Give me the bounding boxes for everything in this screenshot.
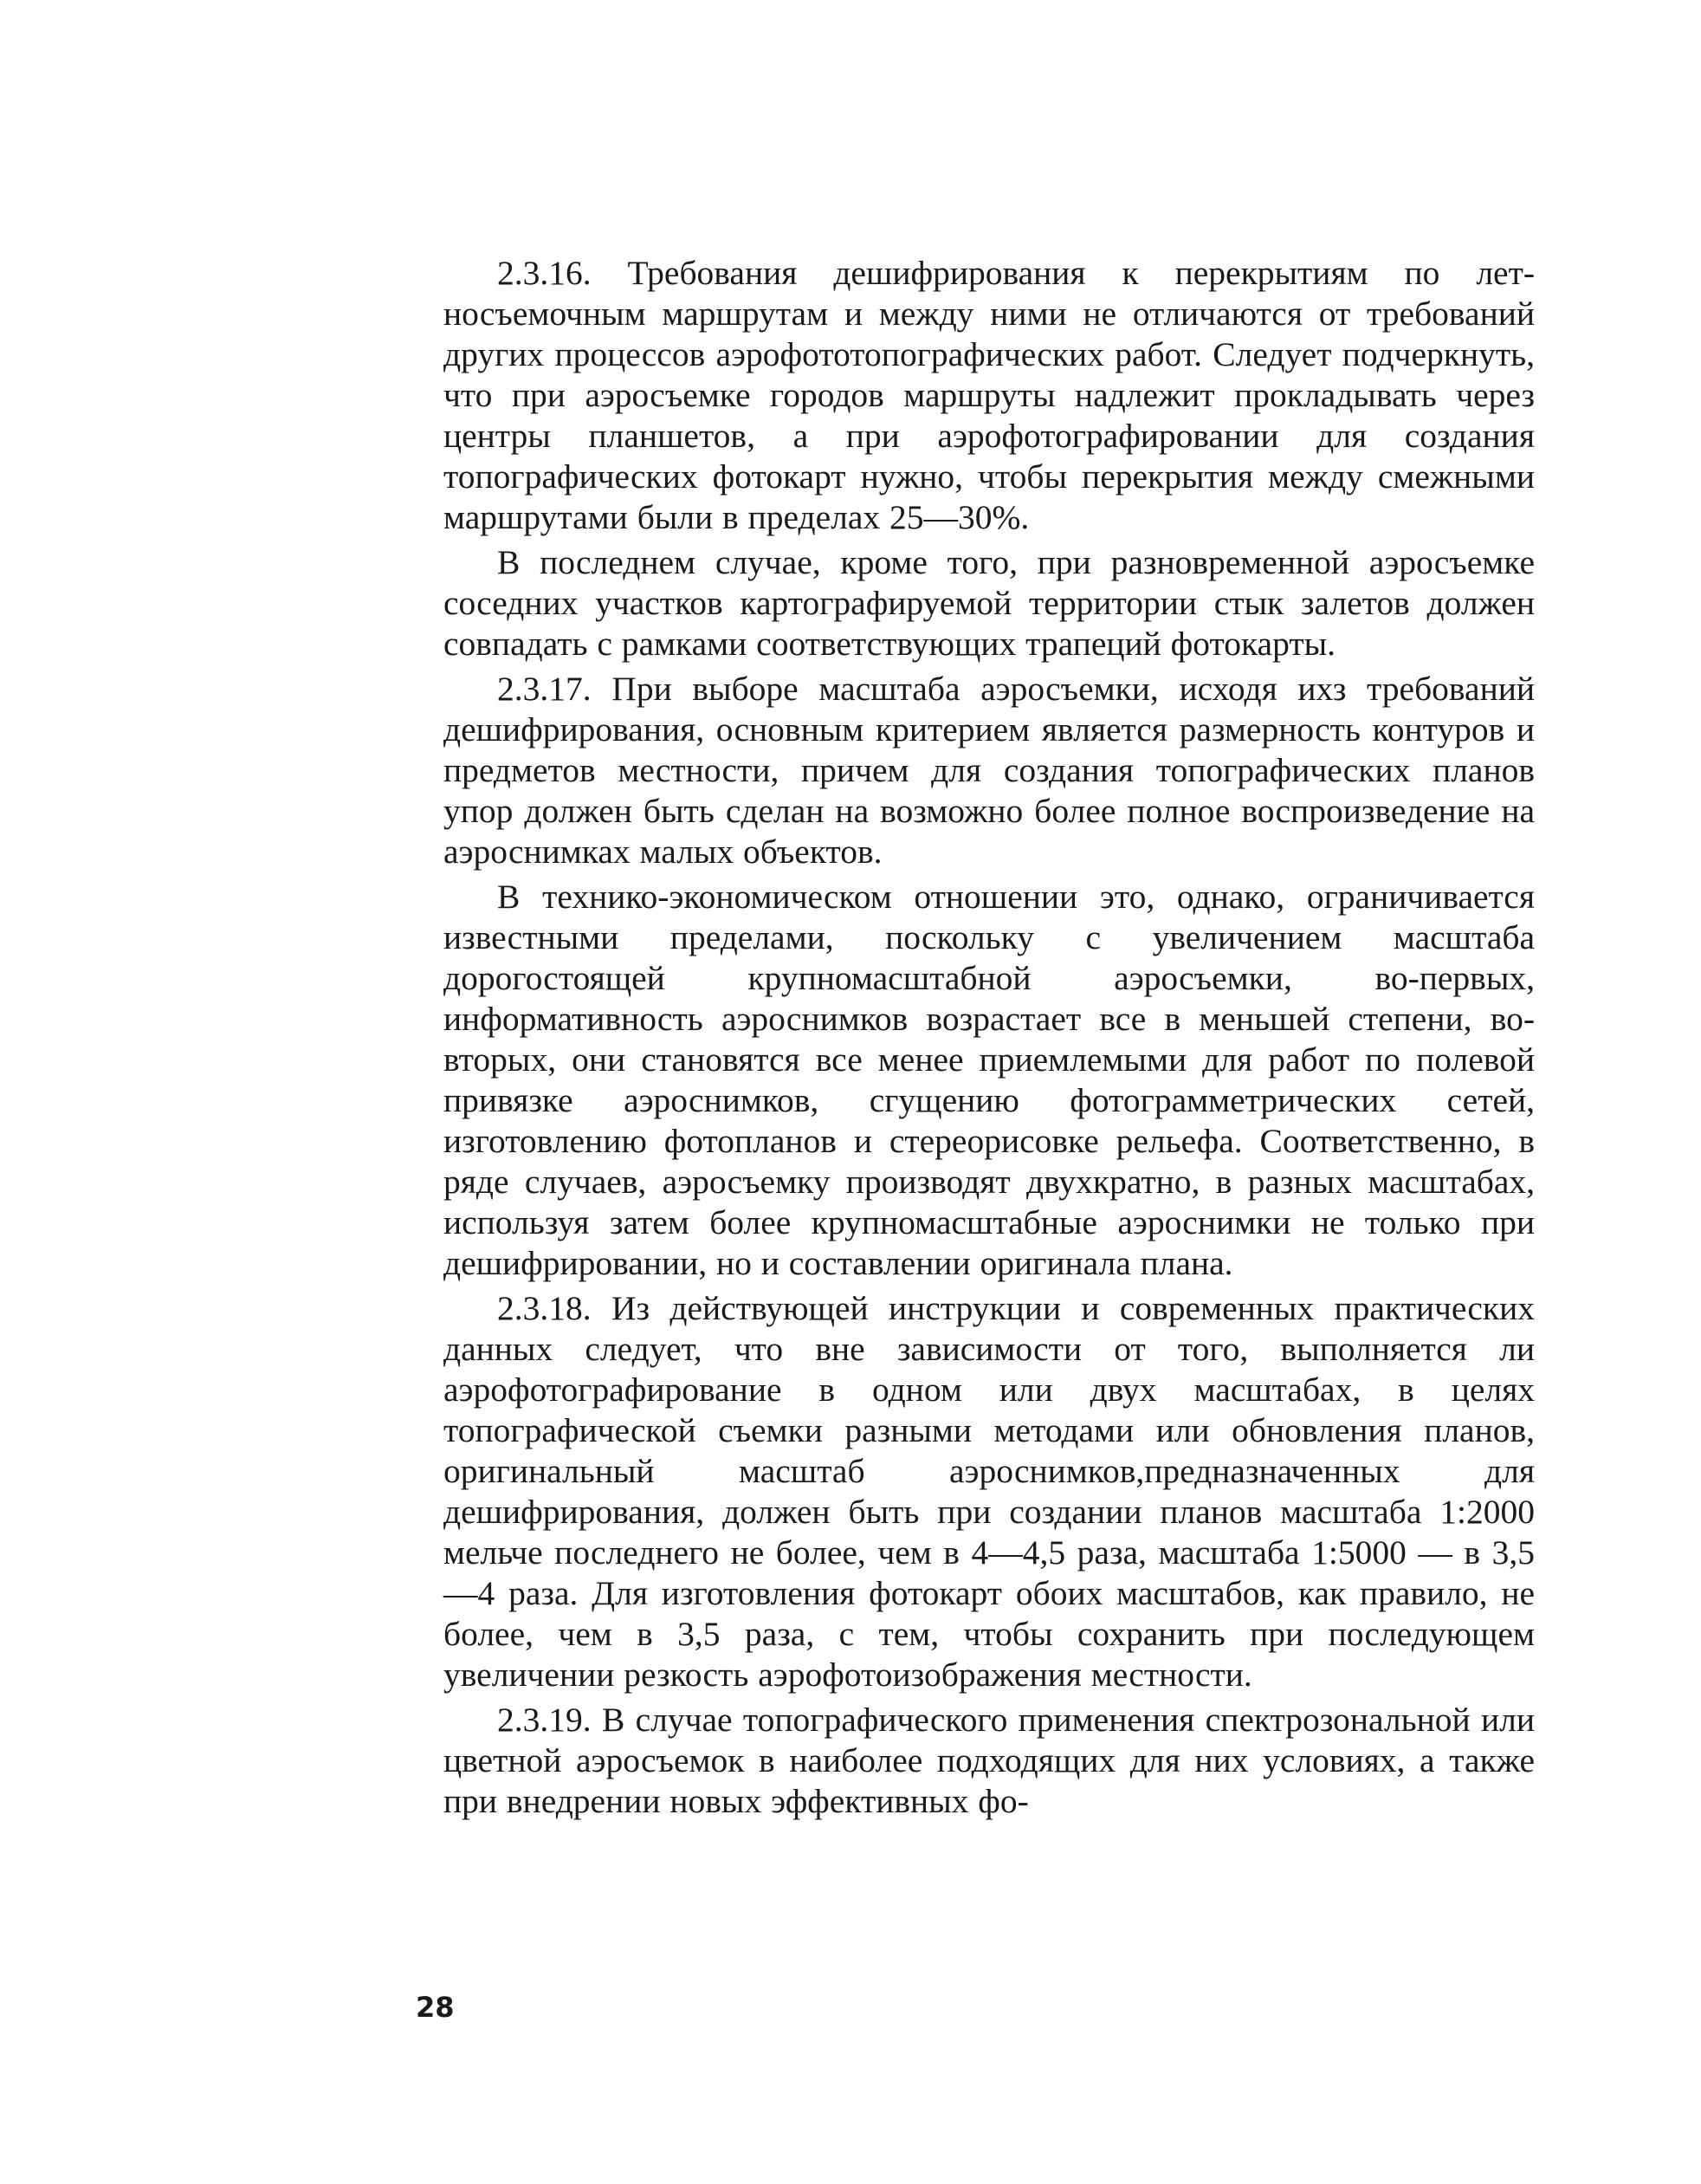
paragraph-2-3-16: 2.3.16. Требования дешифрирования к перекрытиям по летносъемочным маршрутам и между ними не отличаются от требований других процессов аэрофототопографических работ. Следует подчеркнуть, что при аэросъемке городов маршруты надлежит прокладывать через центры планшетов, а при аэрофотографировании для создания топографических фотокарт нужно, чтобы перекрытия между смежными маршрутами были в пределах 25—30%. [443, 254, 1535, 536]
paragraph-2-3-19: 2.3.19. В случае топографического применения спектрозональной или цветной аэросъемок в наиболее подходящих для них условиях, а также при внедрении новых эффективных фо- [443, 1701, 1535, 1820]
paragraph-technical-economic: В технико-экономическом отношении это, однако, ограничивается известными пределами, поскольку с увеличением масштаба дорогостоящей крупномасштабной аэросъемки, во-первых, информативность аэроснимков возрастает все в меньшей степени, во-вторых, они становятся все менее приемлемыми для работ по полевой привязке аэроснимков, сгущению фотограмметрических сетей, изготовлению фотопланов и стереорисовке рельефа. Соответственно, в ряде случаев, аэросъемку производят двухкратно, в разных масштабах, используя затем более крупномасштабные аэроснимки не только при дешифрировании, но и составлении оригинала плана. [443, 878, 1535, 1282]
paragraph-2-3-18: 2.3.18. Из действующей инструкции и современных практических данных следует, что вне зависимости от того, выполняется ли аэрофотографирование в одном или двух масштабах, в целях топографической съемки разными методами или обновления планов, оригинальный масштаб аэроснимков,предназначенных для дешифрирования, должен быть при создании планов масштаба 1:2000 мельче последнего не более, чем в 4—4,5 раза, масштаба 1:5000 — в 3,5—4 раза. Для изготовления фотокарт обоих масштабов, как правило, не более, чем в 3,5 раза, с тем, чтобы сохранить при последующем увеличении резкость аэрофотоизображения местности. [443, 1289, 1535, 1694]
paragraph-2-3-17: 2.3.17. При выборе масштаба аэросъемки, исходя ихз требований дешифрирования, основным критерием является размерность контуров и предметов местности, причем для создания топографических планов упор должен быть сделан на возможно более полное воспроизведение на аэроснимках малых объектов. [443, 670, 1535, 871]
paragraph-last-case: В последнем случае, кроме того, при разновременной аэросъемке соседних участков картографируемой территории стык залетов должен совпадать с рамками соответствующих трапеций фотокарты. [443, 543, 1535, 663]
page-number: 28 [416, 1991, 455, 2024]
body-text [443, 253, 1535, 1826]
